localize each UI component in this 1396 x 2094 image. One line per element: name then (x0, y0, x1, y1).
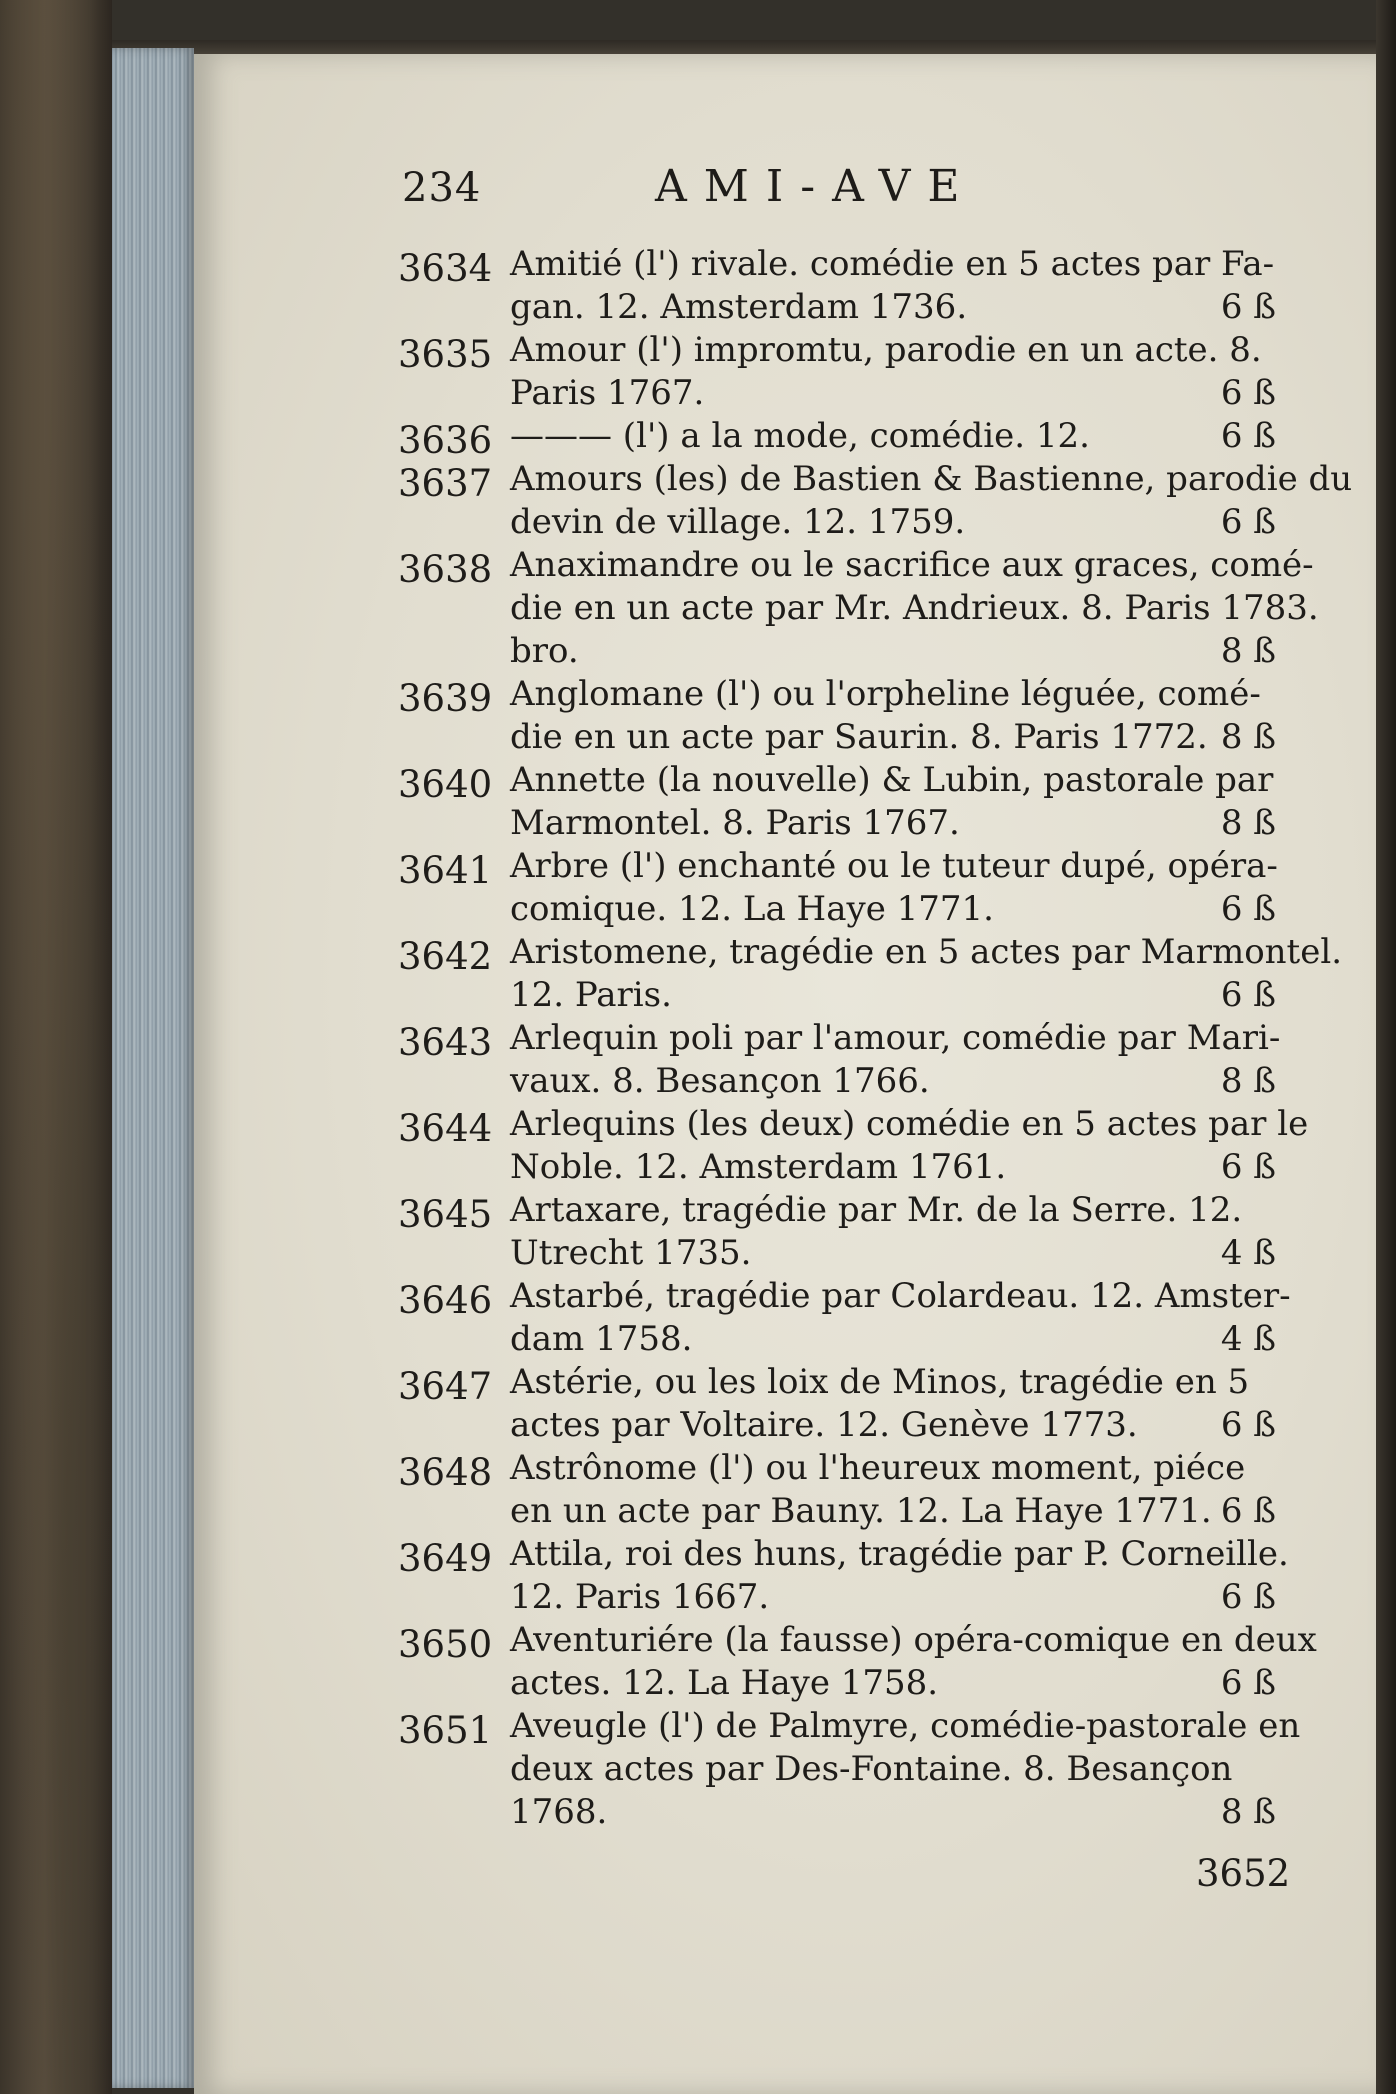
entry-text: devin de village. 12. 1759. (510, 502, 966, 542)
entry-price: 6 ß (1220, 1577, 1276, 1617)
entry-text: Paris 1767. (510, 373, 705, 413)
entry-price: 6 ß (1220, 1491, 1276, 1531)
entry-line: Anglomane (l') ou l'orpheline léguée, comé- (510, 674, 1261, 714)
entry-price: 8 ß (1220, 1061, 1276, 1101)
entry-number: 3643 (398, 1021, 493, 1064)
entry-text: vaux. 8. Besançon 1766. (510, 1061, 930, 1101)
entry-price: 6 ß (1220, 1147, 1276, 1187)
entry-line: Astrônome (l') ou l'heureux moment, piéce (510, 1448, 1246, 1488)
catalog-entry (398, 415, 1288, 462)
entry-text: gan. 12. Amsterdam 1736. (510, 287, 968, 327)
entry-line (510, 372, 1288, 415)
catalog-entry (398, 243, 1288, 329)
entry-line: Arlequin poli par l'amour, comédie par Mari- (510, 1018, 1281, 1058)
entry-number: 3651 (398, 1709, 493, 1752)
entry-number: 3645 (398, 1193, 493, 1236)
entry-line: Arbre (l') enchanté ou le tuteur dupé, opéra- (510, 846, 1278, 886)
entry-text: actes par Voltaire. 12. Genève 1773. (510, 1405, 1138, 1445)
entry-line (510, 1576, 1288, 1619)
section-title: AMI-AVE (655, 161, 977, 212)
entry-line: Arlequins (les deux) comédie en 5 actes par le (510, 1104, 1309, 1144)
entry-price: 6 ß (1220, 373, 1276, 413)
entry-text: en un acte par Bauny. 12. La Haye 1771. (510, 1491, 1212, 1531)
entry-price: 6 ß (1220, 287, 1276, 327)
entry-text: comique. 12. La Haye 1771. (510, 889, 994, 929)
catalog-entry (398, 673, 1288, 759)
entry-text: Utrecht 1735. (510, 1233, 752, 1273)
entry-line (510, 415, 1288, 458)
catalog-entry (398, 1361, 1288, 1447)
entry-number: 3635 (398, 333, 493, 376)
catalog-entry (398, 1447, 1288, 1533)
entry-number: 3640 (398, 763, 493, 806)
entry-line (510, 1662, 1288, 1705)
entry-text: actes. 12. La Haye 1758. (510, 1663, 939, 1703)
entry-text: Noble. 12. Amsterdam 1761. (510, 1147, 1007, 1187)
entry-text: Marmontel. 8. Paris 1767. (510, 803, 960, 843)
catalog-entry (398, 329, 1288, 415)
entry-line: Aventuriére (la fausse) opéra-comique en deux (510, 1620, 1317, 1660)
running-head (0, 161, 1396, 225)
entry-number: 3647 (398, 1365, 493, 1408)
entry-text: 1768. (510, 1792, 608, 1832)
entry-text: ——— (l') a la mode, comédie. 12. (510, 416, 1090, 456)
catalog-entry (398, 1275, 1291, 1361)
entry-line (510, 1146, 1288, 1189)
entry-line: deux actes par Des-Fontaine. 8. Besançon (510, 1749, 1233, 1789)
entry-line: Astérie, ou les loix de Minos, tragédie en 5 (510, 1362, 1250, 1402)
entry-line (510, 1232, 1288, 1275)
entry-line: Attila, roi des huns, tragédie par P. Corneille. (510, 1534, 1289, 1574)
entry-line: Amitié (l') rivale. comédie en 5 actes par Fa- (510, 244, 1275, 284)
entry-text: 12. Paris. (510, 975, 672, 1015)
entry-line (510, 888, 1288, 931)
catalog-entry (398, 544, 1319, 673)
entry-number: 3642 (398, 935, 493, 978)
entry-number: 3634 (398, 247, 493, 290)
entry-line: Aveugle (l') de Palmyre, comédie-pastorale en (510, 1706, 1301, 1746)
entry-price: 4 ß (1220, 1233, 1276, 1273)
entry-price: 8 ß (1220, 717, 1276, 757)
entry-number: 3650 (398, 1623, 493, 1666)
catalog-entries (398, 243, 1353, 1834)
entry-line: Annette (la nouvelle) & Lubin, pastorale par (510, 760, 1274, 800)
catalog-entry (398, 845, 1288, 931)
catchword: 3652 (1196, 1852, 1291, 1895)
entry-price: 6 ß (1220, 1405, 1276, 1445)
catalog-entry (398, 1705, 1301, 1834)
entry-price: 6 ß (1220, 975, 1276, 1015)
catalog-entry (398, 1103, 1309, 1189)
entry-price: 4 ß (1220, 1319, 1276, 1359)
entry-number: 3644 (398, 1107, 493, 1150)
entry-text: die en un acte par Saurin. 8. Paris 1772. (510, 717, 1208, 757)
entry-number: 3646 (398, 1279, 493, 1322)
entry-number: 3649 (398, 1537, 493, 1580)
entry-line: Amour (l') impromtu, parodie en un acte. 8. (510, 330, 1262, 370)
catalog-entry (398, 1619, 1317, 1705)
entry-price: 8 ß (1220, 631, 1276, 671)
catalog-entry (398, 1017, 1288, 1103)
entry-line: Anaximandre ou le sacrifice aux graces, comé- (510, 545, 1314, 585)
catalog-entry (398, 1533, 1288, 1619)
entry-number: 3637 (398, 462, 493, 505)
catalog-entry (398, 1189, 1288, 1275)
entry-line (510, 1060, 1288, 1103)
entry-line: die en un acte par Mr. Andrieux. 8. Paris 1783. (510, 588, 1319, 628)
entry-number: 3641 (398, 849, 493, 892)
entry-line (510, 974, 1288, 1017)
entry-price: 6 ß (1220, 416, 1276, 456)
entry-line (510, 1791, 1288, 1834)
facing-page-edge (1376, 0, 1396, 2094)
entry-line (510, 501, 1288, 544)
page-number: 234 (402, 165, 482, 211)
entry-price: 6 ß (1220, 1663, 1276, 1703)
catalog-entry (398, 458, 1353, 544)
entry-line (510, 1490, 1288, 1533)
entry-price: 8 ß (1220, 1792, 1276, 1832)
book-cover (0, 0, 112, 2094)
entry-line: Amours (les) de Bastien & Bastienne, parodie du (510, 459, 1353, 499)
entry-number: 3636 (398, 419, 493, 462)
entry-line (510, 716, 1288, 759)
entry-text: dam 1758. (510, 1319, 693, 1359)
entry-number: 3648 (398, 1451, 493, 1494)
catalog-entry (398, 931, 1343, 1017)
entry-price: 6 ß (1220, 502, 1276, 542)
entry-line: Artaxare, tragédie par Mr. de la Serre. 12. (510, 1190, 1243, 1230)
entry-text: bro. (510, 631, 579, 671)
entry-line (510, 630, 1288, 673)
catalog-entry (398, 759, 1288, 845)
entry-line (510, 1318, 1288, 1361)
entry-line: Astarbé, tragédie par Colardeau. 12. Amster- (510, 1276, 1291, 1316)
entry-line (510, 286, 1288, 329)
entry-number: 3639 (398, 677, 493, 720)
entry-line: Aristomene, tragédie en 5 actes par Marmontel. (510, 932, 1343, 972)
entry-line (510, 802, 1288, 845)
entry-number: 3638 (398, 548, 493, 591)
entry-line (510, 1404, 1288, 1447)
page-edge-stack (112, 48, 194, 2088)
entry-text: 12. Paris 1667. (510, 1577, 770, 1617)
entry-price: 8 ß (1220, 803, 1276, 843)
entry-price: 6 ß (1220, 889, 1276, 929)
